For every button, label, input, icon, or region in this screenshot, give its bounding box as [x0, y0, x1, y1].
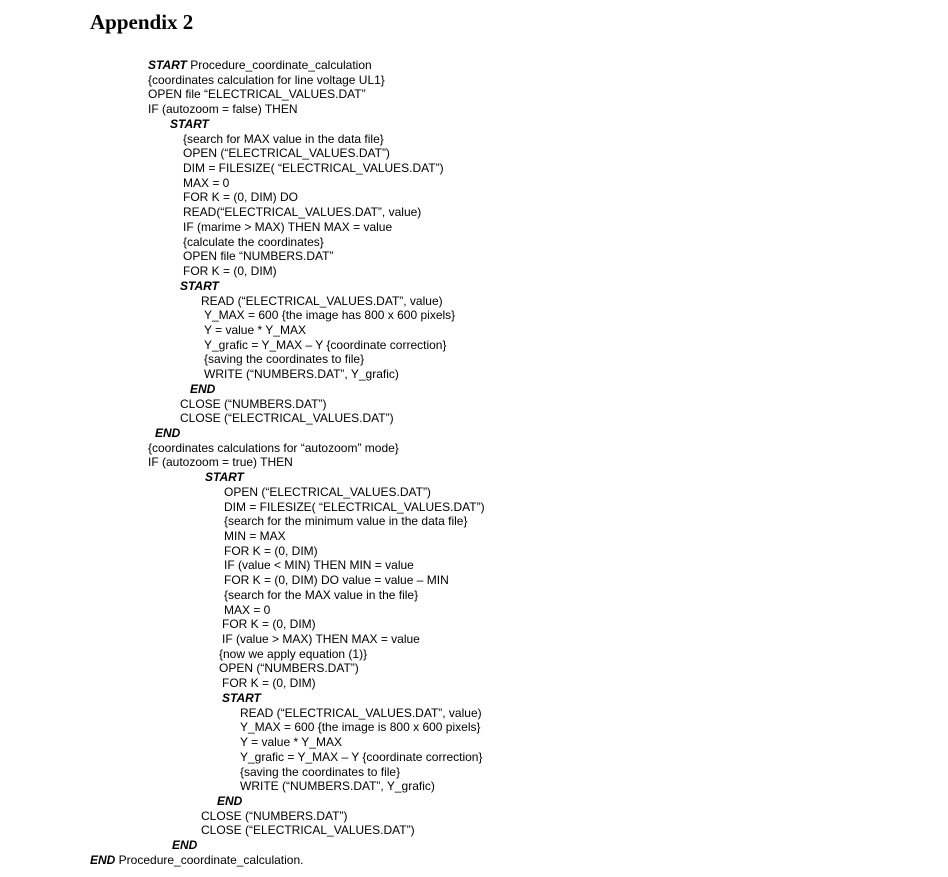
code-text: {search for the minimum value in the data file}	[224, 514, 468, 529]
code-text: READ (“ELECTRICAL_VALUES.DAT”, value)	[240, 705, 482, 720]
code-text: Y_grafic = Y_MAX – Y {coordinate correction}	[240, 749, 483, 764]
code-text: FOR K = (0, DIM) DO value = value – MIN	[224, 573, 449, 588]
code-text: {coordinates calculation for line voltage UL1}	[148, 72, 385, 87]
code-text: {search for MAX value in the data file}	[183, 131, 384, 146]
code-text: FOR K = (0, DIM)	[222, 676, 316, 691]
code-text: FOR K = (0, DIM) DO	[183, 190, 299, 205]
code-text: OPEN (“ELECTRICAL_VALUES.DAT”)	[224, 484, 431, 499]
code-text: {calculate the coordinates}	[183, 234, 324, 249]
keyword: START	[205, 470, 244, 485]
code-text: WRITE (“NUMBERS.DAT”, Y_grafic)	[204, 367, 399, 382]
keyword: START	[222, 690, 261, 705]
code-text: Y = value * Y_MAX	[240, 735, 342, 750]
keyword: START	[170, 116, 209, 131]
code-text: CLOSE (“ELECTRICAL_VALUES.DAT”)	[180, 411, 394, 426]
code-text: READ(“ELECTRICAL_VALUES.DAT”, value)	[183, 205, 422, 220]
code-text: IF (marime > MAX) THEN MAX = value	[183, 219, 393, 234]
code-text: OPEN file “ELECTRICAL_VALUES.DAT”	[148, 87, 366, 102]
code-text: OPEN (“NUMBERS.DAT”)	[219, 661, 359, 676]
code-text: IF (value > MAX) THEN MAX = value	[222, 632, 420, 647]
code-text: IF (autozoom = false) THEN	[148, 102, 298, 117]
code-text: {search for the MAX value in the file}	[224, 587, 419, 602]
code-text: FOR K = (0, DIM)	[224, 543, 318, 558]
keyword: END	[155, 425, 181, 440]
code-text: IF (autozoom = true) THEN	[148, 455, 293, 470]
code-text: CLOSE (“NUMBERS.DAT”)	[180, 396, 327, 411]
code-text: Procedure_coordinate_calculation.	[115, 852, 304, 867]
page-title: Appendix 2	[90, 10, 194, 34]
code-text: READ (“ELECTRICAL_VALUES.DAT”, value)	[201, 293, 443, 308]
code-text: OPEN file “NUMBERS.DAT”	[183, 249, 334, 264]
code-text: Y_grafic = Y_MAX – Y {coordinate correction}	[204, 337, 447, 352]
code-text: DIM = FILESIZE( “ELECTRICAL_VALUES.DAT”)	[224, 499, 485, 514]
keyword: END	[190, 381, 216, 396]
code-text: DIM = FILESIZE( “ELECTRICAL_VALUES.DAT”)	[183, 161, 444, 176]
code-text: CLOSE (“NUMBERS.DAT”)	[201, 808, 348, 823]
code-text: {now we apply equation (1)}	[219, 646, 368, 661]
code-text: WRITE (“NUMBERS.DAT”, Y_grafic)	[240, 779, 435, 794]
code-text: {coordinates calculations for “autozoom” mode}	[148, 440, 399, 455]
code-text: CLOSE (“ELECTRICAL_VALUES.DAT”)	[201, 823, 415, 838]
code-text: Y = value * Y_MAX	[204, 322, 306, 337]
code-text: OPEN (“ELECTRICAL_VALUES.DAT”)	[183, 146, 390, 161]
keyword: END	[90, 852, 116, 867]
code-text: MAX = 0	[183, 175, 230, 190]
code-text: {saving the coordinates to file}	[240, 764, 401, 779]
code-text: IF (value < MIN) THEN MIN = value	[224, 558, 414, 573]
keyword: START	[180, 278, 219, 293]
code-text: {saving the coordinates to file}	[204, 352, 365, 367]
code-text: Y_MAX = 600 {the image is 800 x 600 pixels}	[240, 720, 481, 735]
code-text: MIN = MAX	[224, 529, 286, 543]
keyword: START	[148, 58, 187, 72]
code-text: FOR K = (0, DIM)	[183, 264, 277, 279]
keyword: END	[217, 793, 243, 808]
code-text: Y_MAX = 600 {the image has 800 x 600 pixels}	[204, 308, 456, 323]
code-text: MAX = 0	[224, 602, 271, 617]
code-text: Procedure_coordinate_calculation	[186, 58, 372, 72]
keyword: END	[172, 838, 198, 853]
code-text: FOR K = (0, DIM)	[222, 617, 316, 632]
